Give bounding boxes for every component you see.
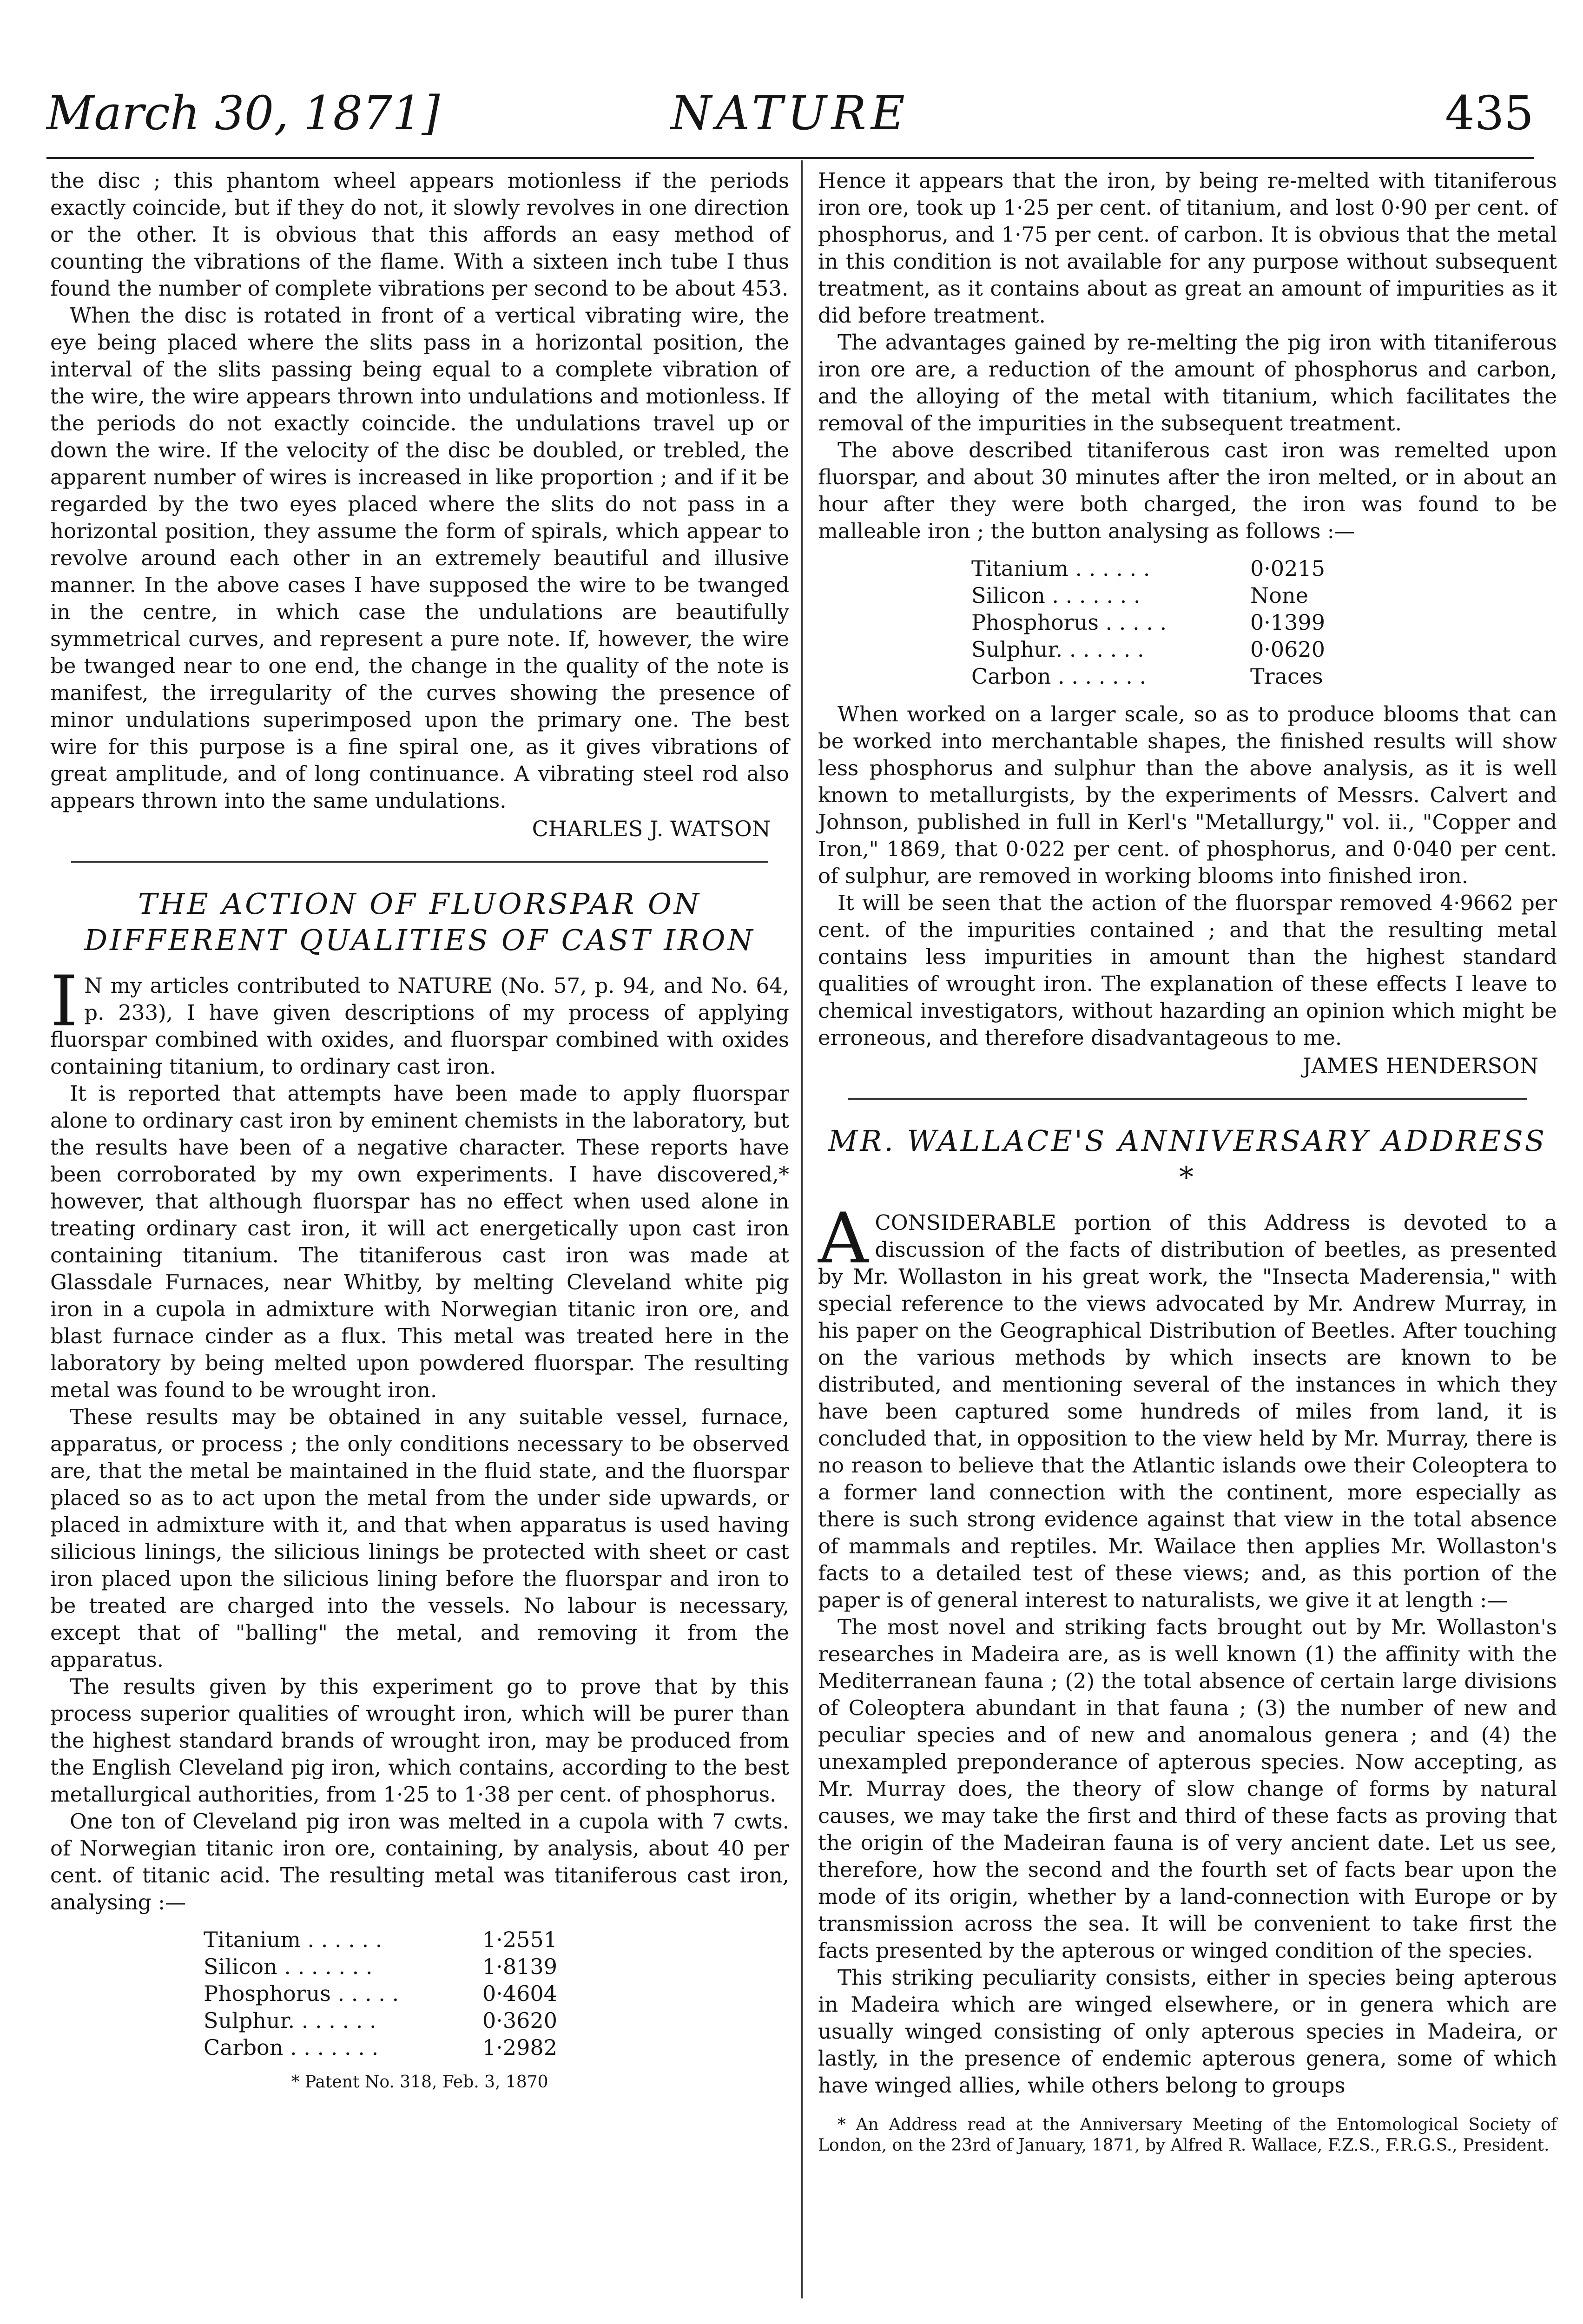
element-value: 0·4604 <box>482 1981 557 2006</box>
element-value: 0·3620 <box>482 2008 557 2033</box>
analysis-table-malleable-iron <box>971 555 1557 690</box>
paragraph: It will be seen that the action of the fluorspar removed 4·9662 per cent. of the impurities contained ; and that the resulting metal contains less impurities in amount than the highest standard qualities of wrought iron. The explanation of these effects I leave to chemical investigators, without hazarding an opinion which might be erroneous, and therefore disadvantageous to me. <box>818 891 1557 1050</box>
element-name: Silicon . . . . . . . <box>204 1954 373 1979</box>
drop-cap: I <box>50 961 78 1042</box>
paragraph-text: CONSIDERABLE portion of this Address is devoted to a discussion of the facts of distribution of beetles, as presented by Mr. Wollaston in his great work, the "Insecta Maderensia," with special reference to the views advocated by Mr. Andrew Murray, in his paper on the Geographical Distribution of Beetles. After touching on the various methods by which insects are known to be distributed, and mentioning several of the instances in which they have been captured some hundreds of miles from land, it is concluded that, in opposition to the view held by Mr. Murray, there is no reason to believe that the Atlantic islands owe their Coleoptera to a former land connection with the continent, more especially as there is such strong evidence against that view in the total absence of mammals and reptiles. Mr. Wailace then applies Mr. Wollaston's facts to a detailed test of these views; and, as this portion of the paper is of general interest to naturalists, we give it at length :— <box>818 1210 1557 1612</box>
element-name: Sulphur. . . . . . . <box>971 637 1144 662</box>
drop-cap: A <box>818 1198 869 1279</box>
left-column <box>50 167 789 2093</box>
element-value: 1·2982 <box>482 2035 557 2060</box>
element-name: Carbon . . . . . . . <box>204 2035 379 2060</box>
analysis-table-cast-iron <box>204 1926 789 2061</box>
paragraph-text: N my articles contributed to NATURE (No. 57, p. 94, and No. 64, p. 233), I have given descriptions of my process of applying fluorspar combined with oxides, and fluorspar combined with oxides containing titanium, to ordinary cast iron. <box>50 973 789 1079</box>
journal-title: NATURE <box>671 86 910 140</box>
element-value: 0·0215 <box>1250 556 1325 581</box>
element-name: Phosphorus . . . . . <box>204 1981 399 2006</box>
paragraph: One ton of Cleveland pig iron was melted in a cupola with 7 cwts. of Norwegian titanic iron ore, containing, by analysis, about 40 per cent. of titanic acid. The resulting metal was titaniferous cast iron, analysing :— <box>50 1809 789 1915</box>
signature-watson: CHARLES J. WATSON <box>532 816 771 841</box>
header-rule <box>46 157 1534 159</box>
element-value: 1·2551 <box>482 1927 557 1952</box>
element-name: Carbon . . . . . . . <box>971 664 1147 689</box>
element-name: Phosphorus . . . . . <box>971 610 1167 635</box>
analysis-row <box>204 1980 613 2007</box>
paragraph: The above described titaniferous cast iron was remelted upon fluorspar, and about 30 minutes after the iron melted, or in about an hour after they were both charged, the iron was found to be malleable iron ; the button analysing as follows :— <box>818 438 1557 543</box>
right-column <box>818 167 1557 2156</box>
analysis-row <box>204 2034 613 2061</box>
analysis-row <box>971 609 1380 636</box>
element-value: None <box>1250 583 1308 608</box>
column-divider <box>801 160 803 2298</box>
paragraph: It is reported that attempts have been made to apply fluorspar alone to ordinary cast iron by eminent chemists in the laboratory, but the results have been of a negative character. These reports have been corroborated by my own experiments. I have discovered,* however, that although fluorspar has no effect when used alone in treating ordinary cast iron, it will act energetically upon cast iron containing titanium. The titaniferous cast iron was made at Glassdale Furnaces, near Whitby, by melting Cleveland white pig iron in a cupola in admixture with Norwegian titanic iron ore, and blast furnace cinder as a flux. This metal was treated here in the laboratory by being melted upon powdered fluorspar. The resulting metal was found to be wrought iron. <box>50 1081 789 1402</box>
article-title-wallace: MR. WALLACE'S ANNIVERSARY ADDRESS * <box>828 1124 1547 1194</box>
paragraph: This striking peculiarity consists, either in species being apterous in Madeira which are winged elsewhere, or in genera which are usually winged consisting of only apterous species in Madeira, or lastly, in the presence of endemic apterous genera, some of which have winged allies, while others belong to groups <box>818 1965 1557 2098</box>
element-name: Silicon . . . . . . . <box>971 583 1141 608</box>
paragraph <box>50 961 789 1080</box>
footnote-address: * An Address read at the Anniversary Meeting of the Entomological Society of London, on the 23rd of January, 1871, by Alfred R. Wallace, F.Z.S., F.R.G.S., President. <box>818 2115 1557 2155</box>
element-value: 0·0620 <box>1250 637 1325 662</box>
section-rule <box>848 1098 1527 1100</box>
element-name: Sulphur. . . . . . . <box>204 2008 376 2033</box>
paragraph: When worked on a larger scale, so as to produce blooms that can be worked into merchantable shapes, the finished results will show less phosphorus and sulphur than the above analysis, as it is well known to metallurgists, by the experiments of Messrs. Calvert and Johnson, published in full in Kerl's "Metallurgy," vol. ii., "Copper and Iron," 1869, that 0·022 per cent. of phosphorus, and 0·040 per cent. of sulphur, are removed in working blooms into finished iron. <box>818 702 1557 888</box>
paragraph: the disc ; this phantom wheel appears motionless if the periods exactly coincide, but if they do not, it slowly revolves in one direction or the other. It is obvious that this affords an easy method of counting the vibrations of the flame. With a sixteen inch tube I thus found the number of complete vibrations per second to be about 453. <box>50 168 789 301</box>
analysis-row <box>971 582 1380 609</box>
page-header <box>46 86 1534 156</box>
analysis-row <box>204 2007 613 2034</box>
paragraph: These results may be obtained in any suitable vessel, furnace, apparatus, or process ; the only conditions necessary to be observed are, that the metal be maintained in the fluid state, and the fluorspar placed so as to act upon the metal from the under side upwards, or placed in admixture with it, and that when apparatus is used having silicious linings, the silicious linings be protected with sheet or cast iron placed upon the silicious lining before the fluorspar and iron to be treated are charged into the vessels. No labour is necessary, except that of "balling" the metal, and removing it from the apparatus. <box>50 1405 789 1672</box>
footnote-patent: * Patent No. 318, Feb. 3, 1870 <box>291 2073 548 2092</box>
element-value: 1·8139 <box>482 1954 557 1979</box>
paragraph: The most novel and striking facts brought out by Mr. Wollaston's researches in Madeira are, as is well known (1) the affinity with the Mediterranean fauna ; (2) the total absence of certain large divisions of Coleoptera abundant in that fauna ; (3) the number of new and peculiar species and of new and anomalous genera ; and (4) the unexampled preponderance of apterous species. Now accepting, as Mr. Murray does, the theory of slow change of forms by natural causes, we may take the first and third of these facts as proving that the origin of the Madeiran fauna is of very ancient date. Let us see, therefore, how the second and the fourth set of facts bear upon the mode of its origin, whether by a land-connection with Europe or by transmission across the sea. It will be convenient to take first the facts presented by the apterous or winged condition of the species. <box>818 1615 1557 1963</box>
paragraph: The advantages gained by re-melting the pig iron with titaniferous iron ore are, a reduction of the amount of phosphorus and carbon, and the alloying of the metal with titanium, which facilitates the removal of the impurities in the subsequent treatment. <box>818 330 1557 436</box>
issue-date: March 30, 1871] <box>46 86 440 140</box>
analysis-row <box>204 1926 613 1953</box>
analysis-row <box>971 636 1380 663</box>
analysis-row <box>971 555 1380 582</box>
page-number: 435 <box>1445 86 1534 140</box>
paragraph <box>818 1198 1557 1614</box>
element-name: Titanium . . . . . . <box>971 556 1150 581</box>
element-value: Traces <box>1250 664 1323 689</box>
section-rule <box>71 861 768 863</box>
element-name: Titanium . . . . . . <box>204 1927 383 1952</box>
signature-henderson: JAMES HENDERSON <box>1303 1053 1538 1078</box>
paragraph: The results given by this experiment go to prove that by this process superior qualities of wrought iron, which will be purer than the highest standard brands of wrought iron, may be produced from the English Cleveland pig iron, which contains, according to the best metallurgical authorities, from 1·25 to 1·38 per cent. of phosphorus. <box>50 1674 789 1807</box>
analysis-row <box>204 1953 613 1980</box>
article-title-fluorspar: THE ACTION OF FLUORSPAR ON DIFFERENT QUALITIES OF CAST IRON <box>84 887 755 957</box>
element-value: 0·1399 <box>1250 610 1325 635</box>
paragraph: Hence it appears that the iron, by being re-melted with titaniferous iron ore, took up 1·25 per cent. of titanium, and lost 0·90 per cent. of phosphorus, and 1·75 per cent. of carbon. It is obvious that the metal in this condition is not available for any purpose without subsequent treatment, as it contains about as great an amount of impurities as it did before treatment. <box>818 168 1557 328</box>
analysis-row <box>971 663 1380 690</box>
paragraph: When the disc is rotated in front of a vertical vibrating wire, the eye being placed where the slits pass in a horizontal position, the interval of the slits passing being equal to a complete vibration of the wire, the wire appears thrown into undulations and motionless. If the periods do not exactly coincide. the undulations travel up or down the wire. If the velocity of the disc be doubled, or trebled, the apparent number of wires is increased in like proportion ; and if it be regarded by the two eyes placed where the slits do not pass in a horizontal position, they assume the form of spirals, which appear to revolve around each other in an extremely beautiful and illusive manner. In the above cases I have supposed the wire to be twanged in the centre, in which case the undulations are beautifully symmetrical curves, and represent a pure note. If, however, the wire be twanged near to one end, the change in the quality of the note is manifest, the irregularity of the curves showing the presence of minor undulations superimposed upon the primary one. The best wire for this purpose is a fine spiral one, as it gives vibrations of great amplitude, and of long continuance. A vibrating steel rod also appears thrown into the same undulations. <box>50 303 789 813</box>
